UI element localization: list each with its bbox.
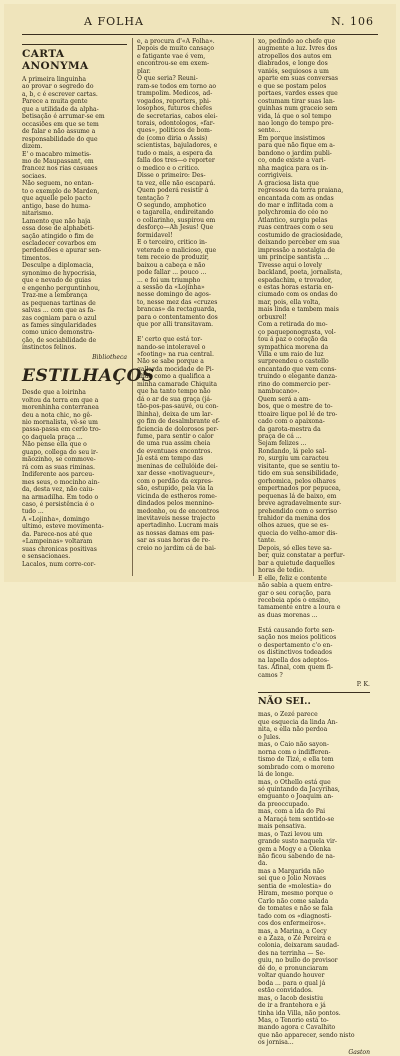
text-line: desforço—Ah Jesus! Que <box>137 224 214 232</box>
text-line: Atlantico, surgiu pelas <box>258 216 328 224</box>
text-line: sociaes. <box>22 172 47 180</box>
text-line: impressão a nostalgia de <box>258 246 335 254</box>
text-line: gar o seu coração, para <box>258 589 331 597</box>
article-body <box>22 76 127 352</box>
text-line: synonimo de hypocrisia, <box>22 269 97 277</box>
text-line: empertnados por pepucea, <box>258 485 341 493</box>
text-line: pode fallar ... pouco ... <box>137 269 207 277</box>
text-line: dé do, e pronunciaram <box>258 964 329 972</box>
text-line: E elle, feliz e contente <box>258 574 327 582</box>
text-line: ciumado com os ondas do <box>258 291 338 299</box>
text-line: escladecer covarbos em <box>22 239 97 247</box>
text-line: mas, o Zezé parece <box>258 711 318 719</box>
text-line: torais, odontologos, «far- <box>137 119 215 127</box>
text-line: ao provar o segredo do <box>22 83 94 91</box>
text-line: mas, a Marina, a Cecy <box>258 927 327 935</box>
text-line: ruas centraes com o seu <box>258 224 334 232</box>
text-line: ço paqueponograsta, vol- <box>258 328 336 336</box>
text-line: cos dos enfermeiros». <box>258 920 326 928</box>
text-line: colonia, deixaram saudad- <box>258 942 340 950</box>
text-line: mas, com a ida do Pai <box>258 808 326 816</box>
text-line: aparte em suas conversas <box>258 75 338 83</box>
text-line: xar desse «notivagueur», <box>137 470 215 478</box>
text-line: as duas morenas ... <box>258 611 318 619</box>
text-line: de eventuaes encontros. <box>137 447 213 455</box>
text-line: ttoaire lique pol lé de tro- <box>258 410 338 418</box>
text-line: vicinda de estheros rome- <box>137 492 217 500</box>
text-line: prehendido com o sorriso <box>258 507 338 515</box>
text-line: lhinha), deixa de um lar- <box>137 410 213 418</box>
text-line: bandono o jardim publi- <box>258 149 332 157</box>
text-line: voltar quando houver <box>258 972 325 980</box>
text-line: grande susto naquela vir- <box>258 838 337 846</box>
column-divider <box>132 38 133 576</box>
text-line: nhal, como a qualifica a <box>137 373 211 381</box>
text-line: Desculpe a diplomacia, <box>22 262 94 270</box>
text-line: Hiram, mesmo porque o <box>258 890 333 898</box>
text-line: costumam tirar suas lan- <box>258 97 335 105</box>
text-line: nao longo do tempo pre- <box>258 119 334 127</box>
text-line: apertadinho. Lucram mais <box>137 522 219 530</box>
newspaper-page <box>4 4 396 1056</box>
article-signature: Gaston <box>348 1048 370 1056</box>
text-line: norna com o indifferen- <box>258 748 331 756</box>
text-line: Não seguem, no entan- <box>22 180 94 188</box>
text-line: tudo o mais, a espera da <box>137 149 213 157</box>
text-line: e que se postam pelos <box>258 82 327 90</box>
text-line: Mas, o Tenorio está to- <box>258 1017 329 1024</box>
text-line: mas, o Iacob desistiu <box>258 994 324 1002</box>
text-line: E o terceiro, critico in- <box>137 239 208 247</box>
text-line: guinhas num graceio sem <box>258 105 338 113</box>
text-line: como unico demonstra- <box>22 329 95 337</box>
text-line: mo de Maupassant, em <box>22 157 94 165</box>
text-line: ta vez, elle não escapará. <box>137 179 216 187</box>
text-line: salvas ... com que as fa- <box>22 307 96 315</box>
text-line: tado com os «diagnosti- <box>258 912 332 920</box>
text-line: Disse o primeiro: Des- <box>137 172 206 180</box>
text-line: passa-passa em cerlo tro- <box>22 426 101 434</box>
text-line: tas. Afinal, com quem fi- <box>258 664 333 672</box>
text-line: e a Zaza, o Zé Pereira e <box>258 935 332 943</box>
text-line: tinha ida Villa, não pontos. <box>258 1009 341 1017</box>
text-line: responsabilidade do que <box>22 135 98 143</box>
text-line: gorhomica, pelos olhares <box>258 477 336 485</box>
text-line: ultimo, esteve movimenta- <box>22 523 104 531</box>
text-line: perdendões e apurar sen- <box>22 247 102 255</box>
text-line: e sensacionaes. <box>22 553 71 561</box>
text-line: «footing» na rua central. <box>137 351 214 359</box>
text-line: que ha tanto tempo não <box>137 388 211 396</box>
text-line: to, nesse mez das «cruzes <box>137 298 218 306</box>
text-line: olhos azues, que se es- <box>258 522 329 530</box>
text-line: meninas de cellulóide dei- <box>137 462 218 470</box>
text-line: sação nos meios politicos <box>258 634 337 642</box>
text-line: um principe santista ... <box>258 254 330 262</box>
text-line: não ficou sabendo de na- <box>258 853 335 861</box>
text-line: cado com o apaixona- <box>258 418 325 426</box>
text-line: Parece a muita gente <box>22 98 88 106</box>
text-line: polychromia do céo no <box>258 209 328 217</box>
text-line: o Jules. <box>258 733 281 741</box>
article-signature: P. K. <box>356 680 370 688</box>
text-line: e engenho perguntinhou, <box>22 284 100 292</box>
column-2 <box>137 38 249 576</box>
text-line: da. <box>258 860 268 868</box>
text-line: E' certo que está tor- <box>137 336 203 344</box>
text-line: Depois, só elles teve sa- <box>258 544 332 552</box>
text-line: visitante, que se sentiu to- <box>258 462 340 470</box>
text-line: inevitaveis nesse trajecto <box>137 515 216 522</box>
text-line: deixando perceber em sua <box>258 239 340 247</box>
text-line: para o contentamento dos <box>137 313 218 321</box>
text-line: Com a retirada do mo- <box>258 321 328 329</box>
text-line: ficiencia de dolorosos per- <box>137 425 219 433</box>
column-3 <box>258 38 370 1056</box>
text-line: dizem. <box>22 143 43 151</box>
text-line: nando-se intoleravel o <box>137 343 206 351</box>
article-heading-estilhacos: ESTILHAÇOS <box>22 366 155 387</box>
text-line: vaniés, sequiosos a um <box>258 67 329 75</box>
text-line: e estas horas estaria en- <box>258 283 334 291</box>
text-line: guapo, collega do seu ir- <box>22 448 98 456</box>
newspaper-title: A FOLHA <box>84 15 144 28</box>
text-line: que a utilidade da alpha- <box>22 105 99 113</box>
text-line: tido em sua sensibilidade, <box>258 470 339 478</box>
text-line: atropellos dos autos em <box>258 52 332 60</box>
text-line: vida, lá que o sol tempo <box>258 112 332 120</box>
text-line: O que seria? Reuni- <box>137 75 198 83</box>
text-line: orbuxrel! <box>258 313 287 321</box>
text-line: Rondando, lá pelo sal- <box>258 447 327 455</box>
text-line: só quintando da Jacyrihas, <box>258 785 340 793</box>
text-line: de uma rua assim cheia <box>137 440 211 448</box>
text-line: trampolim. Medicos, ad- <box>137 90 213 98</box>
text-line: mais linda e tambem mais <box>258 306 339 314</box>
text-line: falla dos tres—o reporter <box>137 157 215 165</box>
text-line: tão-pos-pas-sauvé, ou con- <box>137 403 219 411</box>
text-line: de ir a frantehora e já <box>258 1002 326 1010</box>
text-line: pequenas lá de baixo, em <box>258 492 337 500</box>
article-body <box>258 530 370 679</box>
text-line: A primeira linguinha <box>22 76 86 83</box>
column-divider <box>253 38 254 576</box>
article-body <box>137 38 249 552</box>
text-line: os jornisa... <box>258 1039 294 1047</box>
text-line: caso, é persistência é o <box>22 501 95 509</box>
text-line: rino do commercio per- <box>258 380 331 388</box>
article-body <box>258 38 370 530</box>
text-line: brancas» da rectaguarda, <box>137 306 217 314</box>
article-signature: Bibliotheca <box>92 353 127 361</box>
text-line: encantado que vem cons- <box>258 365 337 373</box>
text-line: mas a Margarida não <box>258 867 324 875</box>
text-line: vogados, reporters, phi- <box>137 97 212 105</box>
text-line: de tomates e não se fala <box>258 905 333 913</box>
text-line: go fim de desalmbrante ef- <box>137 418 220 426</box>
text-line: espadachim, e trovador, <box>258 276 333 284</box>
text-line: na lapella dos adeptos- <box>258 656 330 664</box>
text-line: Não se sabe porque a <box>137 358 204 366</box>
text-line: mais pensativa. <box>258 823 307 831</box>
page-header <box>22 12 378 35</box>
text-line: mãozinho, se commove- <box>22 456 96 464</box>
text-line: e fatigante vae é vem, <box>137 52 206 60</box>
text-line: medonho, ou de encontros <box>137 507 220 515</box>
text-line: mas, o Othello está que <box>258 778 331 786</box>
text-line: nesse domingo de agos- <box>137 291 211 299</box>
text-line: Lamento que não haja <box>22 217 91 225</box>
text-line: mar, pois, ella volta, <box>258 298 321 306</box>
text-line: de (como diria o Assis) <box>137 134 208 142</box>
text-line: tamamente entre a loura e <box>258 604 341 612</box>
article-body <box>22 389 127 568</box>
text-line: truindo o elegante danza- <box>258 373 338 381</box>
text-line: são, estupido, pela via la <box>137 485 214 493</box>
text-line: a sessão da «Lojinha» <box>137 283 205 291</box>
text-line: nambucano». <box>258 388 300 396</box>
text-line: mas, o Tazi levou um <box>258 830 323 838</box>
text-line: as pequenas tartinas de <box>22 299 96 307</box>
text-line: sação atingido o fim de <box>22 232 94 240</box>
text-line: augmente a luz. Ivres dos <box>258 45 338 53</box>
text-line: fume, para sentir o calor <box>137 433 214 441</box>
issue-number: N. 106 <box>331 15 374 28</box>
text-line: corrigiveis. <box>258 172 293 180</box>
text-line: suas chronicas positivas <box>22 545 97 553</box>
text-line: Indiferente aos parceu- <box>22 471 95 479</box>
text-line: ço daquela praça ... <box>22 433 83 441</box>
text-line: Sejam felizes ... <box>258 440 307 448</box>
text-line: A «Lojinha», domingo <box>22 515 90 523</box>
text-line: horas de tedio. <box>258 567 305 575</box>
text-line: formidavel! <box>137 231 173 239</box>
text-line: Desde que a loirinha <box>22 389 86 397</box>
text-line: que por alli transitavam. <box>137 321 214 329</box>
text-line: O segundo, amphotico <box>137 201 207 209</box>
text-line: que não apparecer, sendo nisto <box>258 1031 355 1039</box>
text-line: Quem poderá resistir á <box>137 187 209 195</box>
text-line: da. Parece-nos até que <box>22 530 93 538</box>
text-line: Não pense ella que o <box>22 441 87 449</box>
text-line: que e nevado de guias <box>22 277 92 285</box>
text-line: guiu, no bullo do provisor <box>258 957 338 965</box>
text-line: diabrados, e longe dos <box>258 60 328 68</box>
text-line: encontrou-se em exem- <box>137 60 210 68</box>
text-line: e tagarella, endireitando <box>137 209 214 217</box>
text-line: des na terrinha — Se- <box>258 949 326 957</box>
text-line: da garota-mestra da <box>258 425 321 433</box>
text-line: e, a procura d'«A Folha». <box>137 38 215 45</box>
text-line: zas cogniam para o azul <box>22 314 97 322</box>
text-line: encantada com as ondas <box>258 194 334 202</box>
text-line: backland, poeta, jornalista, <box>258 269 343 277</box>
text-line: ram-se todos em torno ao <box>137 82 216 90</box>
text-line: tismo de Tizé, e ella tem <box>258 756 334 764</box>
text-line: bos, que o mestre de to- <box>258 403 333 411</box>
text-line: sar as suas horas de re- <box>137 537 211 545</box>
text-line: sente... <box>258 127 281 135</box>
text-line: trahidor da menina dos <box>258 515 331 522</box>
text-line: instinctos felinos. <box>22 344 77 352</box>
text-line: losophos, futuros chefes <box>137 105 213 113</box>
text-line: ques», politicos de bom- <box>137 127 213 135</box>
text-line: morenhinha conterranea <box>22 404 99 412</box>
text-line: breve agradavelmente sur- <box>258 500 342 508</box>
text-line: para que não fique em a- <box>258 142 335 150</box>
text-line: creio no jardim cá de bai- <box>137 544 216 552</box>
text-line: gem a Mogy e a Olenka <box>258 845 331 853</box>
text-line: dá o ar de sua graça (já- <box>137 395 213 403</box>
text-line: da preoccupado. <box>258 800 310 808</box>
text-line: francez nos rias casuaes <box>22 165 98 173</box>
text-line: bar a quietude daquelles <box>258 559 335 567</box>
text-line: Traz-me a lembrança <box>22 292 88 300</box>
text-line <box>137 329 249 336</box>
text-line: occasiões em que se tem <box>22 120 99 128</box>
text-line: Villa e um raio de luz <box>258 351 324 359</box>
text-line: lá de longe. <box>258 771 294 779</box>
text-line: as fames singularidades <box>22 321 97 329</box>
text-line: Tivesse aqui o lovely <box>258 261 322 269</box>
text-line: plar. <box>137 67 151 75</box>
text-line: estão convidados. <box>258 987 313 995</box>
text-line: gallarda mocidade de Pi- <box>137 365 214 373</box>
text-line: não sabia a quem entre- <box>258 582 333 590</box>
text-line: do mar e inflitada com a <box>258 201 334 209</box>
text-line: Quem será a am- <box>258 395 311 403</box>
text-line: a, b, c é escrever cartas. <box>22 90 98 98</box>
text-line: de secretarias, cabos elei- <box>137 112 218 120</box>
text-line: sentia de «molestia» do <box>258 882 332 890</box>
text-line: na armadilha. Em todo o <box>22 493 99 501</box>
text-line: sei que o Jolio Novaes <box>258 875 327 883</box>
text-line: co, onde existe a vari- <box>258 157 326 165</box>
text-line: mes seus, o mocinho ain- <box>22 478 100 486</box>
text-line: a Maraçá tem sentido-se <box>258 815 335 823</box>
text-line: nio mornalista, vê-se um <box>22 419 98 427</box>
text-line: portaes, vardes esses que <box>258 90 338 98</box>
text-line: antigo, base do huma- <box>22 202 91 210</box>
text-line: timentos. <box>22 254 51 262</box>
text-line: Já está em tempo das <box>137 455 204 463</box>
text-line: Lacalos, num corre-cor- <box>22 560 96 568</box>
text-line: tentação ? <box>137 194 169 202</box>
text-line: ro, surgiu um caracteu <box>258 455 329 463</box>
text-line: recebeia após o ensino, <box>258 596 331 604</box>
text-line: A graciosa lista que <box>258 179 319 187</box>
text-line: surpreendeu o castello <box>258 358 329 366</box>
text-line: tudo ... <box>22 508 44 516</box>
text-line: Está causando forte sen- <box>258 626 335 634</box>
text-line: to o exemplo de Marden, <box>22 187 100 195</box>
article-heading-nao-sei: NÃO SEI.. <box>258 692 370 707</box>
text-line <box>258 619 370 626</box>
text-line: os distinctivos todeados <box>258 649 332 657</box>
text-line: camos ? <box>258 671 283 679</box>
text-line: scientistas, bajuladores, e <box>137 142 218 150</box>
text-line: boda ... para o qual já <box>258 979 326 987</box>
article-heading-carta-anonyma: CARTA ANONYMA <box>22 44 127 72</box>
text-line: quecia do velho-amor dis- <box>258 529 338 537</box>
text-line: voltou da terra em que a <box>22 396 99 404</box>
text-line: da, desta vez, não caiu- <box>22 486 95 494</box>
text-line: ção, de sociabilidade de <box>22 336 97 344</box>
text-line: veterado e malicioso, que <box>137 246 217 254</box>
text-line: betisação é arrumar-se em <box>22 113 105 121</box>
text-line: «Lampeinas» voltaram <box>22 538 93 546</box>
text-line: o medico e o critico. <box>137 164 200 172</box>
text-line: nha magica para os in- <box>258 164 329 172</box>
text-line: que aquelle pelo pacto <box>22 195 93 203</box>
text-line: o despertamento c'o en- <box>258 641 333 649</box>
article-body <box>258 711 370 1046</box>
text-line: nitarismo. <box>22 210 54 218</box>
text-line: praça de cá ... <box>258 433 302 441</box>
text-line: deu a nota chic, no gê- <box>22 411 93 419</box>
text-line: as nossas damas em pas- <box>137 529 215 537</box>
text-line: Depois de muito cansaço <box>137 45 215 53</box>
text-line: tem receio de produzir, <box>137 254 209 262</box>
text-line: costumido de graciosidade, <box>258 231 343 239</box>
text-line: dindados pelos mennino- <box>137 500 214 508</box>
text-line: rá com as suas riminas. <box>22 463 95 471</box>
text-line: regressou da terra praiana, <box>258 187 344 195</box>
text-line: E' o macabro mimetis- <box>22 150 92 158</box>
text-line: mas, o Caio não sayon- <box>258 741 329 749</box>
text-line: que esquecia da linda An- <box>258 718 338 726</box>
text-line: sombrado com o moreno <box>258 763 335 771</box>
text-line: de falar e não assume a <box>22 128 96 136</box>
text-line: mando agora c Cavalhito <box>258 1024 336 1032</box>
text-line: nita, e ella não perdoa <box>258 726 328 734</box>
text-line: ber, quiz constatar a perfur- <box>258 552 345 560</box>
text-line: emguanto o Joaquim an- <box>258 793 334 801</box>
text-line: Em porque insistimos <box>258 134 326 142</box>
text-line: baixou a cabeça e não <box>137 261 206 269</box>
text-line: essa dose de alphabeti- <box>22 225 95 233</box>
text-line: minha camarade Chiquita <box>137 380 217 388</box>
text-line: com o perdão da expres- <box>137 477 214 485</box>
text-line: ... e foi um triumpho <box>137 276 201 284</box>
text-line: xo, pedindo ao chefe que <box>258 38 336 45</box>
text-line: Carlo não come salada <box>258 897 329 905</box>
text-line: o collarinho, suspirou em <box>137 216 216 224</box>
text-line: tante. <box>258 537 276 545</box>
text-line: tou á paz o coração da <box>258 336 328 344</box>
text-line: sympathica morena da <box>258 343 329 351</box>
